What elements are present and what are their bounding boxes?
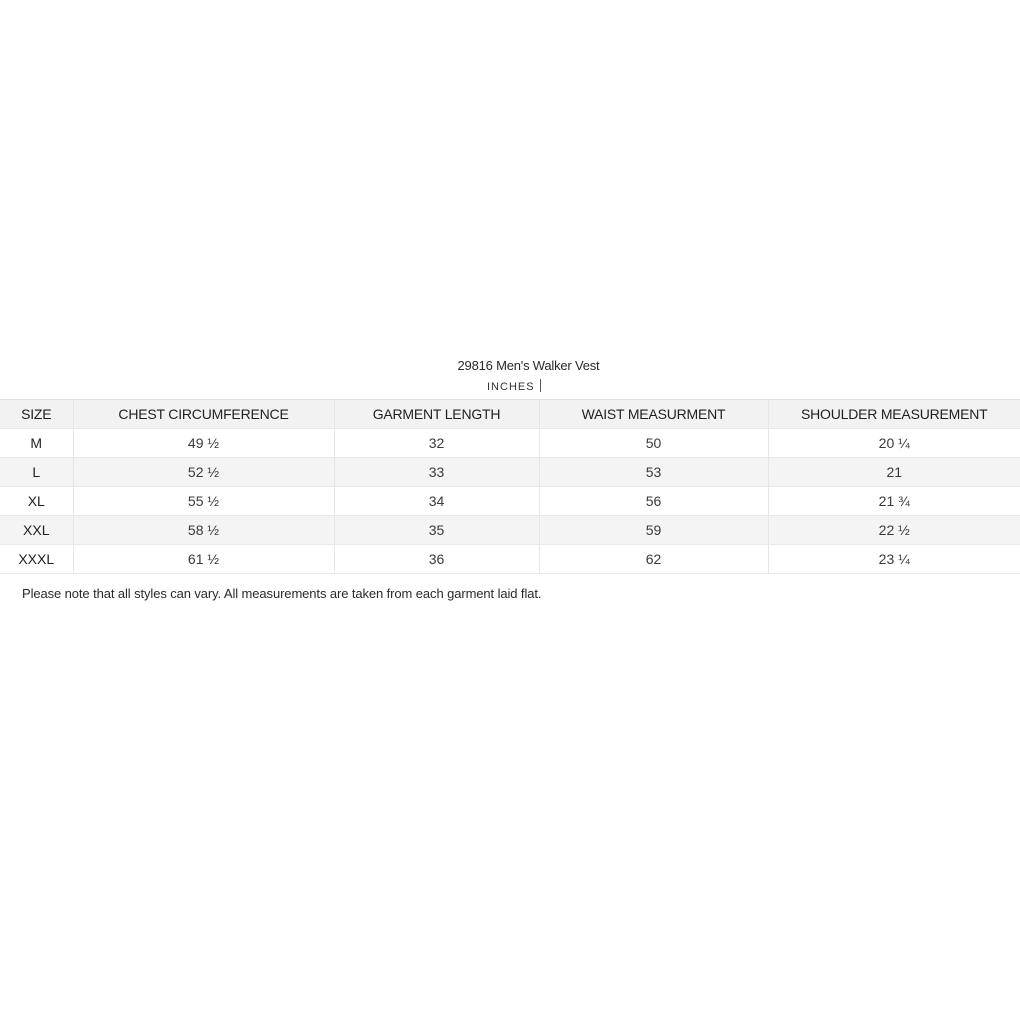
length-cell: 35: [334, 516, 539, 545]
shoulder-cell: 21: [886, 464, 903, 480]
table-row: [0, 516, 1020, 545]
waist-cell: 59: [539, 516, 768, 545]
length-cell: 34: [334, 487, 539, 516]
size-cell: L: [0, 458, 73, 487]
measurement-note: Please note that all styles can vary. All measurements are taken from each garment laid flat.: [22, 586, 542, 601]
chest-cell: 49 ½: [73, 429, 334, 458]
size-cell: M: [0, 429, 73, 458]
column-header-waist: WAIST MEASURMENT: [539, 400, 768, 429]
shoulder-cell: 21 ¾: [878, 493, 910, 509]
shoulder-cell: 23 ¼: [878, 551, 910, 567]
table-row: [0, 458, 1020, 487]
length-cell: 32: [334, 429, 539, 458]
table-row: [0, 429, 1020, 458]
waist-cell: 56: [539, 487, 768, 516]
size-cell: XXXL: [0, 545, 73, 574]
column-header-size: SIZE: [0, 400, 73, 429]
chest-cell: 52 ½: [73, 458, 334, 487]
table-row: [0, 487, 1020, 516]
units-tab-inches[interactable]: INCHES: [487, 381, 535, 393]
chest-cell: 55 ½: [73, 487, 334, 516]
length-cell: 36: [334, 545, 539, 574]
units-divider: [540, 379, 541, 392]
shoulder-cell: 22 ½: [878, 522, 910, 538]
length-cell: 33: [334, 458, 539, 487]
size-cell: XL: [0, 487, 73, 516]
column-header-length: GARMENT LENGTH: [334, 400, 539, 429]
table-header-row: [0, 400, 1020, 429]
waist-cell: 62: [539, 545, 768, 574]
size-cell: XXL: [0, 516, 73, 545]
waist-cell: 53: [539, 458, 768, 487]
table-row: [0, 545, 1020, 574]
chest-cell: 58 ½: [73, 516, 334, 545]
size-chart-table: [0, 399, 1020, 574]
chart-title: 29816 Men's Walker Vest: [457, 358, 600, 373]
column-header-chest: CHEST CIRCUMFERENCE: [73, 400, 334, 429]
column-header-shoulder: SHOULDER MEASUREMENT: [800, 406, 988, 422]
chest-cell: 61 ½: [73, 545, 334, 574]
shoulder-cell: 20 ¼: [878, 435, 910, 451]
waist-cell: 50: [539, 429, 768, 458]
